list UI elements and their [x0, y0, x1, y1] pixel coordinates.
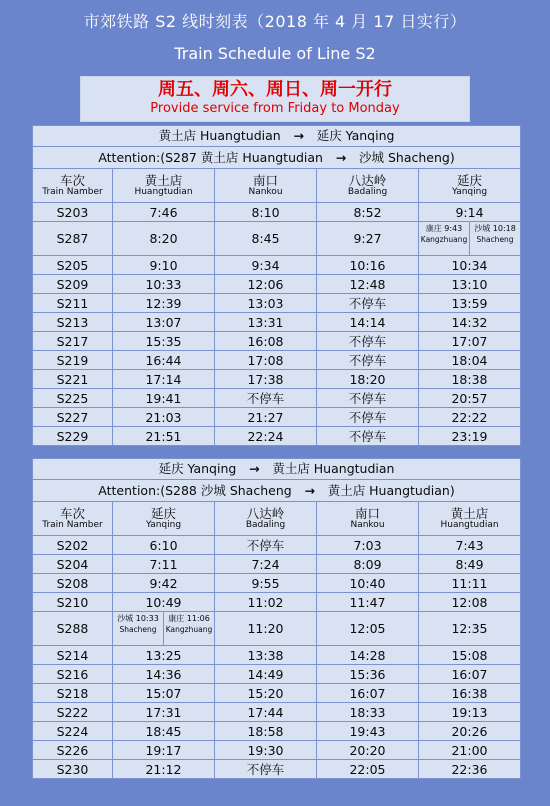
time-cell: 不停车	[317, 427, 419, 446]
time-cell: 10:16	[317, 256, 419, 275]
time-cell: 18:38	[419, 370, 521, 389]
time-cell: 13:03	[215, 294, 317, 313]
train-number-cell: S213	[33, 313, 113, 332]
inbound-schedule-table	[32, 458, 521, 779]
train-number-cell: S218	[33, 684, 113, 703]
time-cell: 不停车	[317, 332, 419, 351]
table-row	[33, 703, 521, 722]
time-cell: 7:03	[317, 536, 419, 555]
table-row	[33, 646, 521, 665]
time-cell: 17:08	[215, 351, 317, 370]
time-cell: 21:03	[113, 408, 215, 427]
train-number-cell: S226	[33, 741, 113, 760]
time-cell: 16:44	[113, 351, 215, 370]
train-number-cell: S288	[33, 612, 113, 646]
column-header: 南口 Nankou	[215, 169, 317, 203]
time-cell: 17:07	[419, 332, 521, 351]
train-number-cell: S202	[33, 536, 113, 555]
time-cell: 11:02	[215, 593, 317, 612]
time-cell: 12:06	[215, 275, 317, 294]
inbound-route	[33, 459, 521, 480]
time-cell: 7:43	[419, 536, 521, 555]
time-cell: 19:17	[113, 741, 215, 760]
time-cell: 20:26	[419, 722, 521, 741]
train-number-cell: S287	[33, 222, 113, 256]
time-cell: 16:08	[215, 332, 317, 351]
table-row	[33, 427, 521, 446]
table-row	[33, 760, 521, 779]
table-row	[33, 275, 521, 294]
time-cell: 9:34	[215, 256, 317, 275]
train-number-cell: S224	[33, 722, 113, 741]
time-cell: 20:20	[317, 741, 419, 760]
train-number-cell: S225	[33, 389, 113, 408]
split-stop-cell	[419, 222, 521, 256]
column-header: 车次 Train Namber	[33, 169, 113, 203]
time-cell: 不停车	[317, 351, 419, 370]
train-number-cell: S229	[33, 427, 113, 446]
column-header: 八达岭 Badaling	[215, 502, 317, 536]
train-number-cell: S208	[33, 574, 113, 593]
time-cell: 14:32	[419, 313, 521, 332]
time-cell: 14:49	[215, 665, 317, 684]
schedule-title-english: Train Schedule of Line S2	[174, 44, 376, 63]
time-cell: 18:45	[113, 722, 215, 741]
time-cell: 8:09	[317, 555, 419, 574]
time-cell: 不停车	[215, 389, 317, 408]
arrow-right-icon: →	[249, 461, 260, 476]
time-cell: 8:20	[113, 222, 215, 256]
inbound-header-row	[33, 502, 521, 536]
column-header: 八达岭 Badaling	[317, 169, 419, 203]
time-cell: 7:11	[113, 555, 215, 574]
time-cell: 12:05	[317, 612, 419, 646]
time-cell: 7:46	[113, 203, 215, 222]
arrow-right-icon: →	[293, 128, 304, 143]
time-cell: 18:20	[317, 370, 419, 389]
outbound-route	[33, 126, 521, 147]
time-cell: 20:57	[419, 389, 521, 408]
time-cell: 15:08	[419, 646, 521, 665]
service-days-chinese: 周五、周六、周日、周一开行	[158, 79, 392, 100]
time-cell: 14:36	[113, 665, 215, 684]
time-cell: 22:22	[419, 408, 521, 427]
time-cell: 16:07	[317, 684, 419, 703]
train-number-cell: S210	[33, 593, 113, 612]
table-row	[33, 574, 521, 593]
time-cell: 12:35	[419, 612, 521, 646]
time-cell: 14:28	[317, 646, 419, 665]
time-cell: 19:41	[113, 389, 215, 408]
split-stop-cell	[113, 612, 215, 646]
time-cell: 21:27	[215, 408, 317, 427]
outbound-attention	[33, 147, 521, 169]
table-row	[33, 408, 521, 427]
time-cell: 15:20	[215, 684, 317, 703]
table-row	[33, 351, 521, 370]
time-cell: 13:07	[113, 313, 215, 332]
time-cell: 不停车	[317, 294, 419, 313]
arrow-right-icon: →	[335, 149, 347, 165]
time-cell: 15:36	[317, 665, 419, 684]
time-cell: 18:58	[215, 722, 317, 741]
arrow-right-icon: →	[304, 482, 315, 498]
column-header: 延庆 Yanqing	[113, 502, 215, 536]
train-number-cell: S214	[33, 646, 113, 665]
time-cell: 8:45	[215, 222, 317, 256]
table-row	[33, 722, 521, 741]
train-number-cell: S211	[33, 294, 113, 313]
time-cell: 不停车	[317, 389, 419, 408]
outbound-header-row	[33, 169, 521, 203]
time-cell: 11:11	[419, 574, 521, 593]
train-number-cell: S205	[33, 256, 113, 275]
table-row	[33, 294, 521, 313]
time-cell: 不停车	[215, 536, 317, 555]
train-number-cell: S230	[33, 760, 113, 779]
time-cell: 13:31	[215, 313, 317, 332]
time-cell: 15:07	[113, 684, 215, 703]
time-cell: 11:47	[317, 593, 419, 612]
table-row	[33, 389, 521, 408]
table-row	[33, 332, 521, 351]
inbound-attention-to: 黄土店 Huangtudian)	[327, 482, 455, 498]
time-cell: 13:38	[215, 646, 317, 665]
intermediate-stop: 沙城 10:33 Shacheng	[113, 612, 164, 645]
table-row	[33, 536, 521, 555]
table-row	[33, 665, 521, 684]
time-cell: 23:19	[419, 427, 521, 446]
time-cell: 10:40	[317, 574, 419, 593]
time-cell: 22:05	[317, 760, 419, 779]
time-cell: 13:25	[113, 646, 215, 665]
train-number-cell: S216	[33, 665, 113, 684]
table-row	[33, 222, 521, 256]
outbound-schedule-table	[32, 125, 521, 446]
service-days-english: Provide service from Friday to Monday	[150, 101, 400, 116]
train-number-cell: S209	[33, 275, 113, 294]
inbound-route-to: 黄土店 Huangtudian	[272, 461, 395, 476]
time-cell: 19:43	[317, 722, 419, 741]
time-cell: 22:36	[419, 760, 521, 779]
time-cell: 9:10	[113, 256, 215, 275]
time-cell: 22:24	[215, 427, 317, 446]
time-cell: 9:14	[419, 203, 521, 222]
outbound-route-to: 延庆 Yanqing	[316, 128, 395, 143]
outbound-attention-prefix: Attention:(S287 黄土店 Huangtudian	[98, 149, 323, 165]
outbound-attention-to: 沙城 Shacheng)	[358, 149, 455, 165]
time-cell: 18:33	[317, 703, 419, 722]
time-cell: 13:59	[419, 294, 521, 313]
time-cell: 12:08	[419, 593, 521, 612]
time-cell: 8:52	[317, 203, 419, 222]
inbound-attention-prefix: Attention:(S288 沙城 Shacheng	[98, 482, 292, 498]
time-cell: 10:34	[419, 256, 521, 275]
time-cell: 6:10	[113, 536, 215, 555]
time-cell: 14:14	[317, 313, 419, 332]
table-row	[33, 313, 521, 332]
table-row	[33, 741, 521, 760]
time-cell: 21:00	[419, 741, 521, 760]
time-cell: 12:39	[113, 294, 215, 313]
time-cell: 9:42	[113, 574, 215, 593]
inbound-attention	[33, 480, 521, 502]
time-cell: 11:20	[215, 612, 317, 646]
table-row	[33, 256, 521, 275]
time-cell: 17:38	[215, 370, 317, 389]
train-number-cell: S204	[33, 555, 113, 574]
train-number-cell: S222	[33, 703, 113, 722]
train-number-cell: S221	[33, 370, 113, 389]
time-cell: 16:38	[419, 684, 521, 703]
column-header: 南口 Nankou	[317, 502, 419, 536]
time-cell: 9:27	[317, 222, 419, 256]
table-row	[33, 555, 521, 574]
service-days-banner	[80, 76, 470, 122]
intermediate-stop: 康庄 9:43 Kangzhuang	[419, 222, 470, 255]
train-number-cell: S219	[33, 351, 113, 370]
table-row	[33, 612, 521, 646]
column-header: 黄土店 Huangtudian	[113, 169, 215, 203]
time-cell: 21:12	[113, 760, 215, 779]
time-cell: 17:14	[113, 370, 215, 389]
time-cell: 12:48	[317, 275, 419, 294]
column-header: 黄土店 Huangtudian	[419, 502, 521, 536]
time-cell: 10:33	[113, 275, 215, 294]
time-cell: 13:10	[419, 275, 521, 294]
table-row	[33, 684, 521, 703]
time-cell: 17:44	[215, 703, 317, 722]
table-row	[33, 370, 521, 389]
column-header: 车次 Train Namber	[33, 502, 113, 536]
time-cell: 不停车	[317, 408, 419, 427]
train-number-cell: S227	[33, 408, 113, 427]
time-cell: 21:51	[113, 427, 215, 446]
time-cell: 不停车	[215, 760, 317, 779]
schedule-title-chinese: 市郊铁路 S2 线时刻表（2018 年 4 月 17 日实行）	[83, 12, 467, 31]
time-cell: 19:13	[419, 703, 521, 722]
train-number-cell: S203	[33, 203, 113, 222]
time-cell: 19:30	[215, 741, 317, 760]
time-cell: 9:55	[215, 574, 317, 593]
outbound-route-from: 黄土店 Huangtudian	[158, 128, 281, 143]
time-cell: 8:49	[419, 555, 521, 574]
train-number-cell: S217	[33, 332, 113, 351]
time-cell: 10:49	[113, 593, 215, 612]
intermediate-stop: 沙城 10:18 Shacheng	[474, 224, 516, 244]
time-cell: 8:10	[215, 203, 317, 222]
time-cell: 15:35	[113, 332, 215, 351]
column-header: 延庆 Yanqing	[419, 169, 521, 203]
inbound-route-from: 延庆 Yanqing	[158, 461, 237, 476]
time-cell: 7:24	[215, 555, 317, 574]
table-row	[33, 593, 521, 612]
time-cell: 16:07	[419, 665, 521, 684]
time-cell: 17:31	[113, 703, 215, 722]
table-row	[33, 203, 521, 222]
time-cell: 18:04	[419, 351, 521, 370]
intermediate-stop: 康庄 11:06 Kangzhuang	[165, 614, 213, 634]
